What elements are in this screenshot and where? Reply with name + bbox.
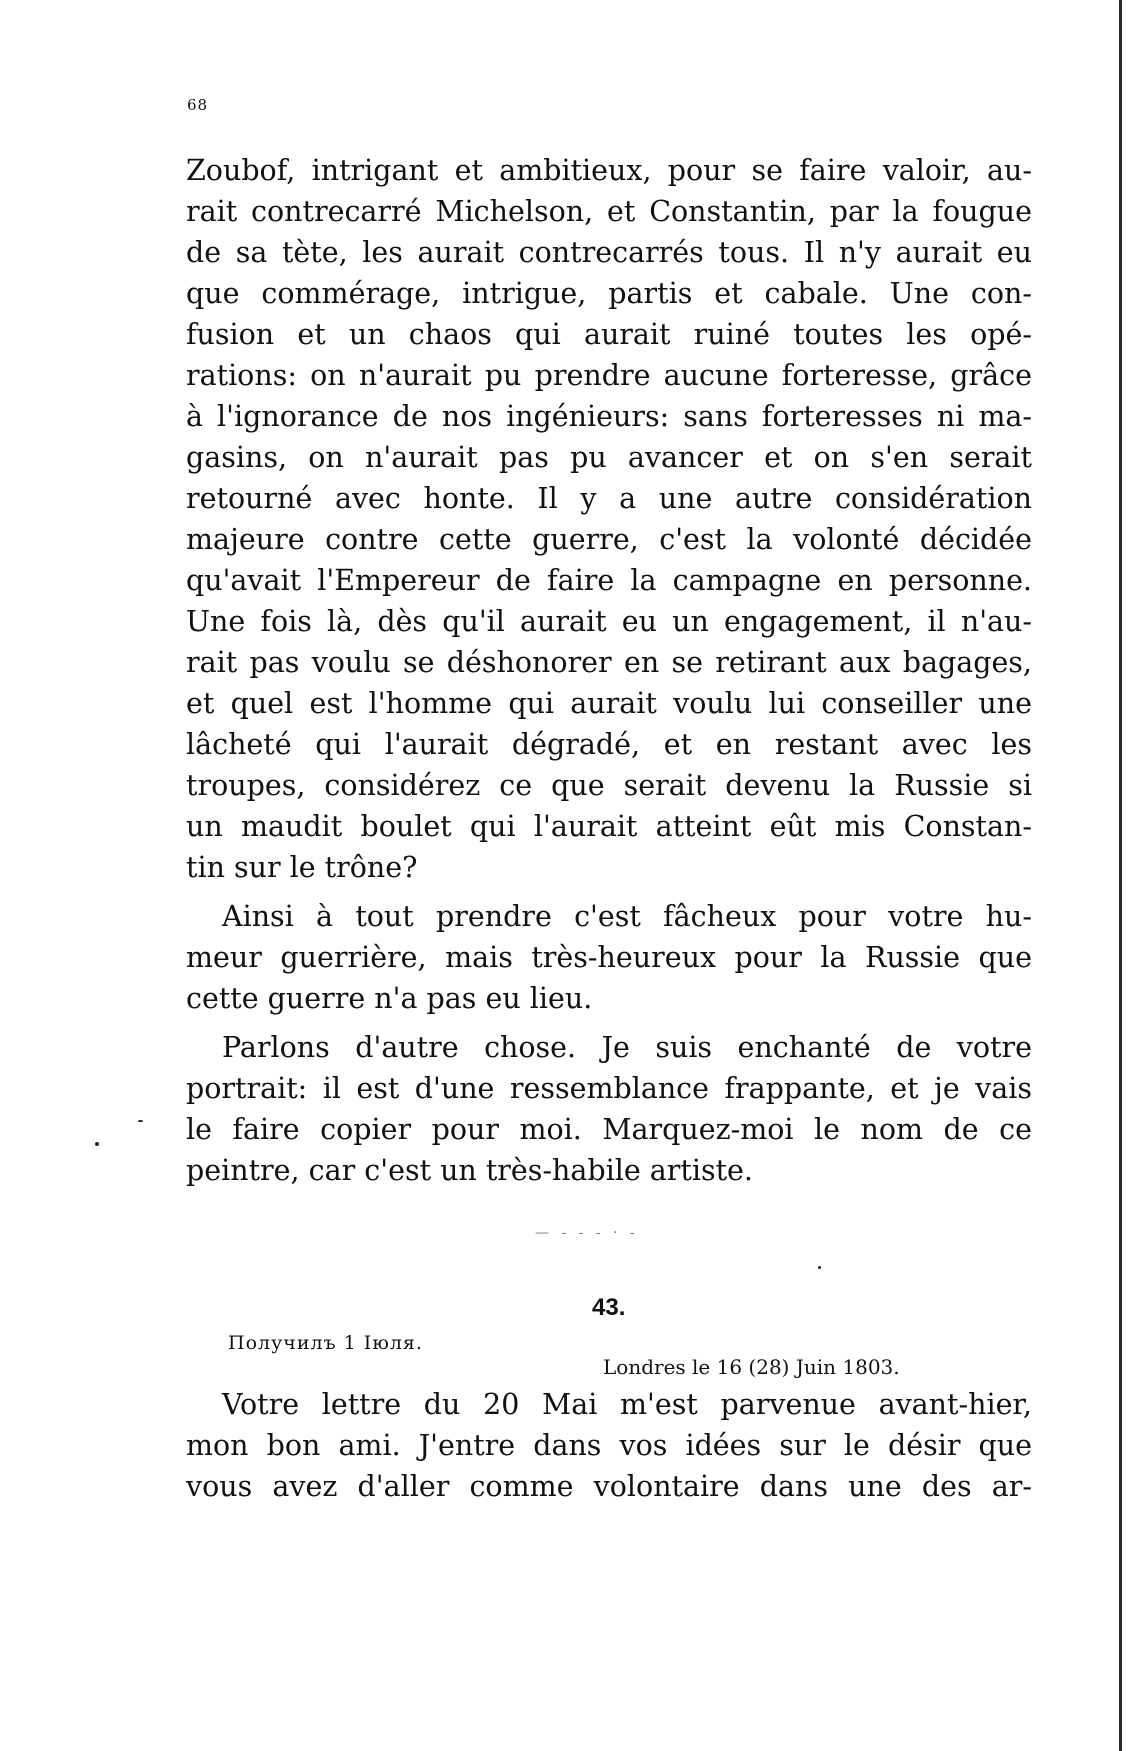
text-line: Votre lettre du 20 Mai m'est parvenue avant-hier,	[222, 1388, 1032, 1421]
text-line: Une fois là, dès qu'il aurait eu un engagement, il n'au-	[186, 605, 1032, 638]
text-line: rait contrecarré Michelson, et Constantin, par la fougue	[186, 195, 1032, 228]
text-line: Parlons d'autre chose. Je suis enchanté de votre	[222, 1031, 1032, 1064]
text-line: Zoubof, intrigant et ambitieux, pour se faire valoir, au-	[186, 154, 1032, 187]
text-line: rations: on n'aurait pu prendre aucune forteresse, grâce	[186, 359, 1032, 392]
scan-speck	[818, 1266, 821, 1269]
scan-speck	[138, 1120, 143, 1122]
text-line: retourné avec honte. Il y a une autre considération	[186, 482, 1032, 515]
text-line: tin sur le trône?	[186, 851, 418, 884]
text-line: le faire copier pour moi. Marquez-moi le nom de ce	[186, 1113, 1032, 1146]
text-line: vous avez d'aller comme volontaire dans une des ar-	[186, 1470, 1032, 1503]
text-line: majeure contre cette guerre, c'est la volonté décidée	[186, 523, 1032, 556]
paragraph-1	[186, 150, 1032, 888]
text-line: peintre, car c'est un très-habile artiste.	[186, 1154, 753, 1187]
text-line: portrait: il est d'une ressemblance frappante, et je vais	[186, 1072, 1032, 1105]
text-line: mon bon ami. J'entre dans vos idées sur le désir que	[186, 1429, 1032, 1462]
section-ornament: — - - - · -	[535, 1225, 639, 1241]
text-line: cette guerre n'a pas eu lieu.	[186, 982, 593, 1015]
continuation-text	[186, 150, 1032, 1199]
paragraph-2	[186, 896, 1032, 1019]
text-line: Ainsi à tout prendre c'est fâcheux pour votre hu-	[222, 900, 1032, 933]
text-line: à l'ignorance de nos ingénieurs: sans forteresses ni ma-	[186, 400, 1032, 433]
text-line: un maudit boulet qui l'aurait atteint eût mis Constan-	[186, 810, 1032, 843]
page-number: 68	[187, 96, 209, 114]
text-line: et quel est l'homme qui aurait voulu lui conseiller une	[186, 687, 1032, 720]
page-edge-line	[1119, 0, 1122, 1751]
text-line: que commérage, intrigue, partis et cabale. Une con-	[186, 277, 1032, 310]
text-line: fusion et un chaos qui aurait ruiné toutes les opé-	[186, 318, 1032, 351]
received-note: Получилъ 1 Іюля.	[228, 1332, 423, 1354]
text-line: lâcheté qui l'aurait dégradé, et en restant avec les	[186, 728, 1032, 761]
text-line: gasins, on n'aurait pas pu avancer et on s'en serait	[186, 441, 1032, 474]
paragraph-3	[186, 1027, 1032, 1191]
scan-speck	[95, 1142, 99, 1146]
text-line: meur guerrière, mais très-heureux pour la Russie que	[186, 941, 1032, 974]
text-line: troupes, considérez ce que serait devenu la Russie si	[186, 769, 1032, 802]
text-line: qu'avait l'Empereur de faire la campagne en personne.	[186, 564, 1032, 597]
letter-number: 43.	[592, 1294, 626, 1321]
text-line: de sa tète, les aurait contrecarrés tous. Il n'y aurait eu	[186, 236, 1032, 269]
letter-place-date: Londres le 16 (28) Juin 1803.	[603, 1355, 900, 1379]
text-line: rait pas voulu se déshonorer en se retirant aux bagages,	[186, 646, 1032, 679]
letter-body	[186, 1384, 1032, 1507]
